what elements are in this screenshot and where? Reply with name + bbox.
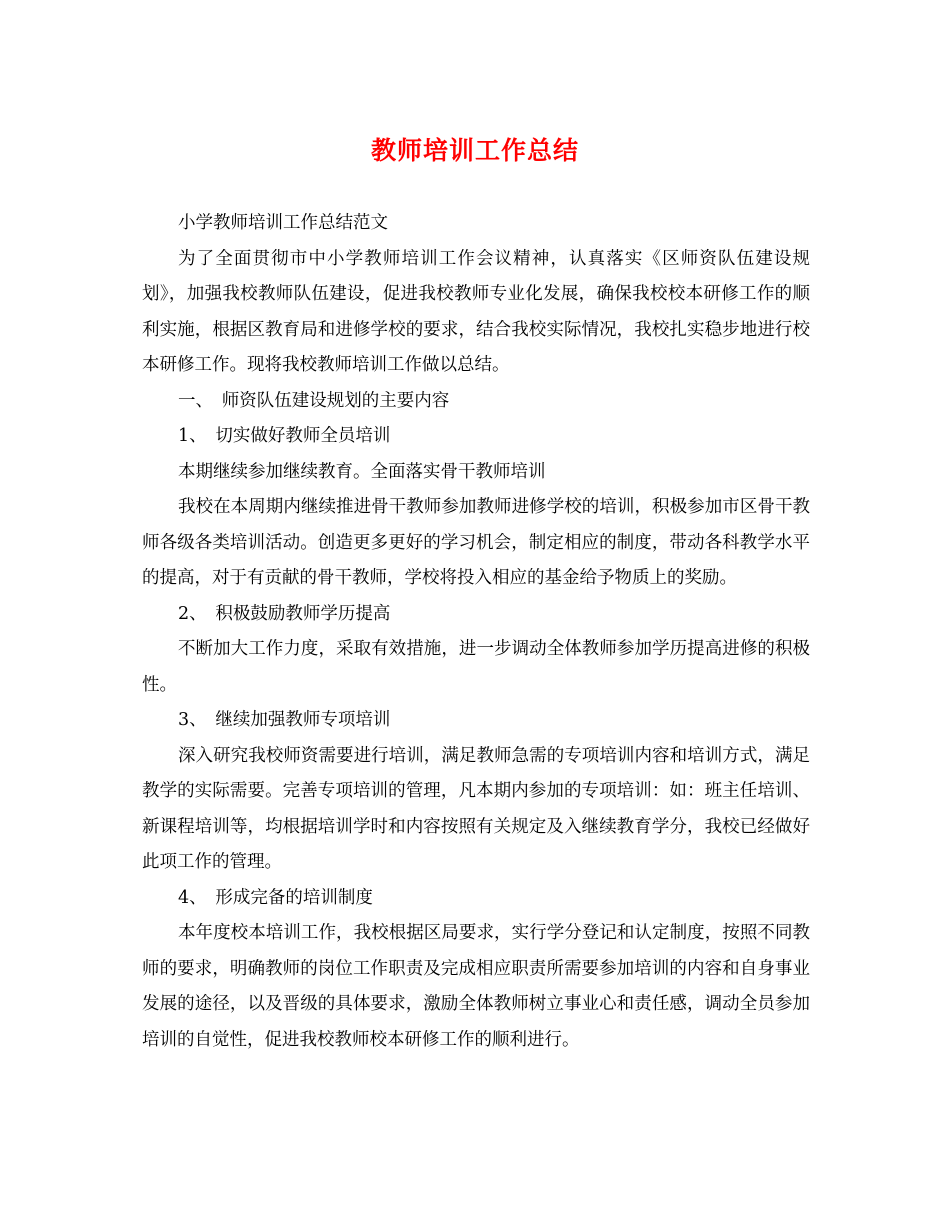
item-heading-1: 1、 切实做好教师全员培训 [178, 426, 391, 446]
intro-paragraph: 为了全面贯彻市中小学教师培训工作会议精神，认真落实《区师资队伍建设规划》，加强我校教师队伍建设，促进我校教师专业化发展，确保我校校本研修工作的顺利实施，根据区教育局和进修学校的要求，结合我校实际情况，我校扎实稳步地进行校本研修工作。现将我校教师培训工作做以总结。 [142, 248, 810, 375]
document-body [142, 206, 810, 1058]
subtitle-paragraph: 小学教师培训工作总结范文 [178, 213, 388, 233]
body-paragraph: 本期继续参加继续教育。全面落实骨干教师培训 [178, 461, 546, 482]
document-title: 教师培训工作总结 [370, 136, 579, 165]
item-heading-2: 2、 积极鼓励教师学历提高 [178, 603, 391, 624]
body-paragraph: 本年度校本培训工作，我校根据区局要求，实行学分登记和认定制度，按照不同教师的要求，明确教师的岗位工作职责及完成相应职责所需要参加培训的内容和自身事业发展的途径，以及晋级的具体要求，激励全体教师树立事业心和责任感，调动全员参加培训的自觉性，促进我校教师校本研修工作的顺利进行。 [142, 923, 810, 1050]
body-paragraph: 我校在本周期内继续推进骨干教师参加教师进修学校的培训，积极参加市区骨干教师各级各类培训活动。创造更多更好的学习机会，制定相应的制度，带动各科教学水平的提高，对于有贡献的骨干教师，学校将投入相应的基金给予物质上的奖励。 [142, 497, 810, 588]
body-paragraph: 不断加大工作力度，采取有效措施，进一步调动全体教师参加学历提高进修的积极性。 [142, 639, 810, 695]
body-paragraph: 深入研究我校师资需要进行培训，满足教师急需的专项培训内容和培训方式，满足教学的实际需要。完善专项培训的管理，凡本期内参加的专项培训：如：班主任培训、新课程培训等，均根据培训学时和内容按照有关规定及入继续教育学分，我校已经做好此项工作的管理。 [142, 745, 810, 872]
item-heading-3: 3、 继续加强教师专项培训 [178, 710, 391, 730]
section-heading-1: 一、 师资队伍建设规划的主要内容 [178, 390, 450, 411]
item-heading-4: 4、 形成完备的培训制度 [178, 887, 373, 908]
